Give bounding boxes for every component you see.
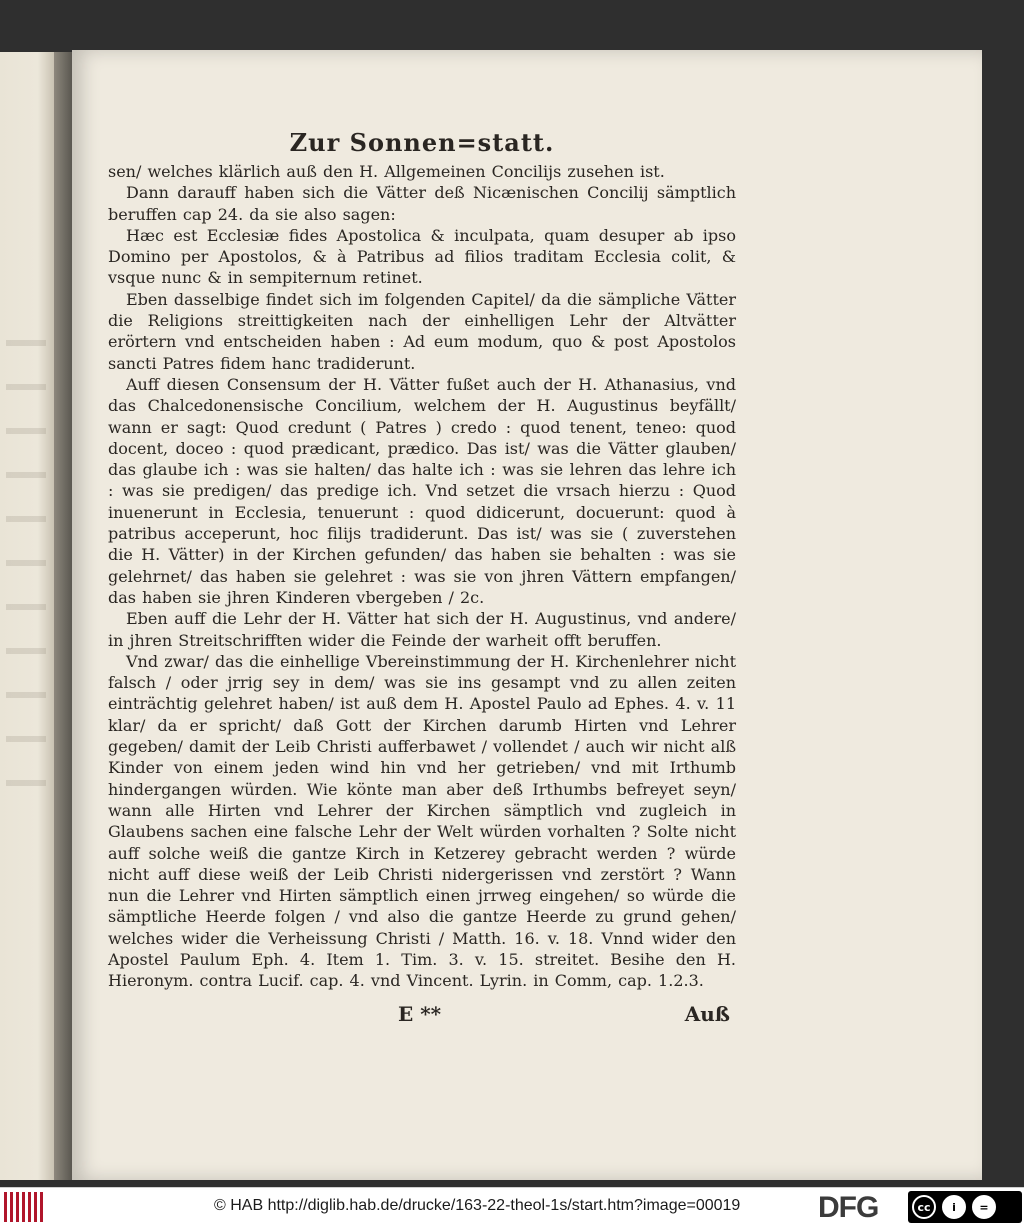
dfg-logo[interactable]: DFG	[818, 1191, 879, 1224]
signature-mark: E **	[398, 1001, 442, 1026]
paragraph: Auff diesen Consensum der H. Vätter fußet auch der H. Athanasius, vnd das Chalcedonensische Concilium, welchem der H. Augustinus beyfällt/ wann er sagt: Quod credunt ( Patres ) credo : quod tenent, teneo: quod docent, doceo : quod prædicant, prædico. Das ist/ was die Vätter glauben/ das glaube ich : was sie halten/ das halte ich : was sie lehren das lehre ich : was sie predigen/ das predige ich. Vnd setzet die vrsach hierzu : Quod inuenerunt in Ecclesia, tenuerunt : quod didicerunt, docuerunt: quod à patribus acceperunt, hoc filijs tradiderunt. Das ist/ was sie ( zuverstehen die H. Vätter) in der Kirchen gefunden/ das haben sie behalten : was sie gelehrnet/ das haben sie gelehret : was sie von jhren Vättern empfangen/ das haben sie jhren Kinderen vbergeben / 2c.	[108, 374, 736, 607]
source-url[interactable]: © HAB http://diglib.hab.de/drucke/163-22-theol-1s/start.htm?image=00019	[214, 1197, 741, 1214]
paragraph: Vnd zwar/ das die einhellige Vbereinstimmung der H. Kirchenlehrer nicht falsch / oder jrrig sey in dem/ was sie ins gesampt vnd zu allen zeiten einträchtig gelehret haben/ ist auß dem H. Apostel Paulo ad Ephes. 4. v. 11 klar/ da er spricht/ daß Gott der Kirchen darumb Hirten vnd Lehrer gegeben/ damit der Leib Christi aufferbawet / vollendet / auch wir nicht alß Kinder von einem jeden wind hin vnd her getrieben/ vnd mit Irthumb hindergangen würden. Wie könte man aber deß Irthumbs befreyet seyn/ wann alle Hirten vnd Lehrer der Kirchen sämptlich vnd zugleich in Glaubens sachen eine falsche Lehr der Welt würden vorhalten ? Solte nicht auff solche weiß die gantze Kirch in Ketzerey gebracht werden ? würde nicht auff diese weiß der Leib Christi nidergerissen vnd zerstört ? Wann nun die Lehrer vnd Hirten sämptlich einen jrrweg eingehen/ so würde die sämptliche Heerde folgen / vnd also die gantze Heerde zu grund gehen/ welches wider die Verheissung Christi / Matth. 16. v. 18. Vnnd wider den Apostel Paulum Eph. 4. Item 1. Tim. 3. v. 15. streitet. Besihe den H. Hieronym. contra Lucif. cap. 4. vnd Vincent. Lyrin. in Comm, cap. 1.2.3.	[108, 651, 736, 991]
cc-icon: cc	[912, 1195, 936, 1219]
bleed-through-text	[6, 302, 46, 802]
catchword: Auß	[684, 1001, 730, 1026]
paragraph: Eben dasselbige findet sich im folgenden Capitel/ da die sämpliche Vätter die Religions streittigkeiten nach der einhelligen Lehr der Altvätter erörtern vnd entscheiden haben : Ad eum modum, quo & post Apostolos sancti Patres fidem hanc tradiderunt.	[108, 289, 736, 373]
scanned-page	[72, 50, 982, 1180]
page-title: Zur Sonnen=statt.	[289, 128, 555, 157]
paragraph: sen/ welches klärlich auß den H. Allgemeinen Concilijs zusehen ist.	[108, 162, 665, 181]
page-footer	[108, 1002, 736, 1032]
share-alike-icon: =	[972, 1195, 996, 1219]
cc-license-badge[interactable]	[908, 1191, 1022, 1223]
attribution-icon: i	[942, 1195, 966, 1219]
paragraph: Hæc est Ecclesiæ fides Apostolica & inculpata, quam desuper ab ipso Domino per Apostolos, & à Patribus ad filios traditam Ecclesia colit, & vsque nunc & in sempiternum retinet.	[108, 225, 736, 288]
page-text-block	[108, 128, 736, 1032]
hab-logo-icon[interactable]	[4, 1192, 44, 1222]
paragraph: Dann darauff haben sich die Vätter deß Nicænischen Concilij sämptlich beruffen cap 24. da sie also sagen:	[108, 183, 736, 224]
adjacent-page-edge	[0, 52, 54, 1180]
paragraph: Eben auff die Lehr der H. Vätter hat sich der H. Augustinus, vnd andere/ in jhren Streitschrifften wider die Feinde der warheit offt beruffen.	[108, 609, 736, 650]
book-gutter	[54, 52, 72, 1180]
viewer-footer-bar	[0, 1187, 1024, 1226]
